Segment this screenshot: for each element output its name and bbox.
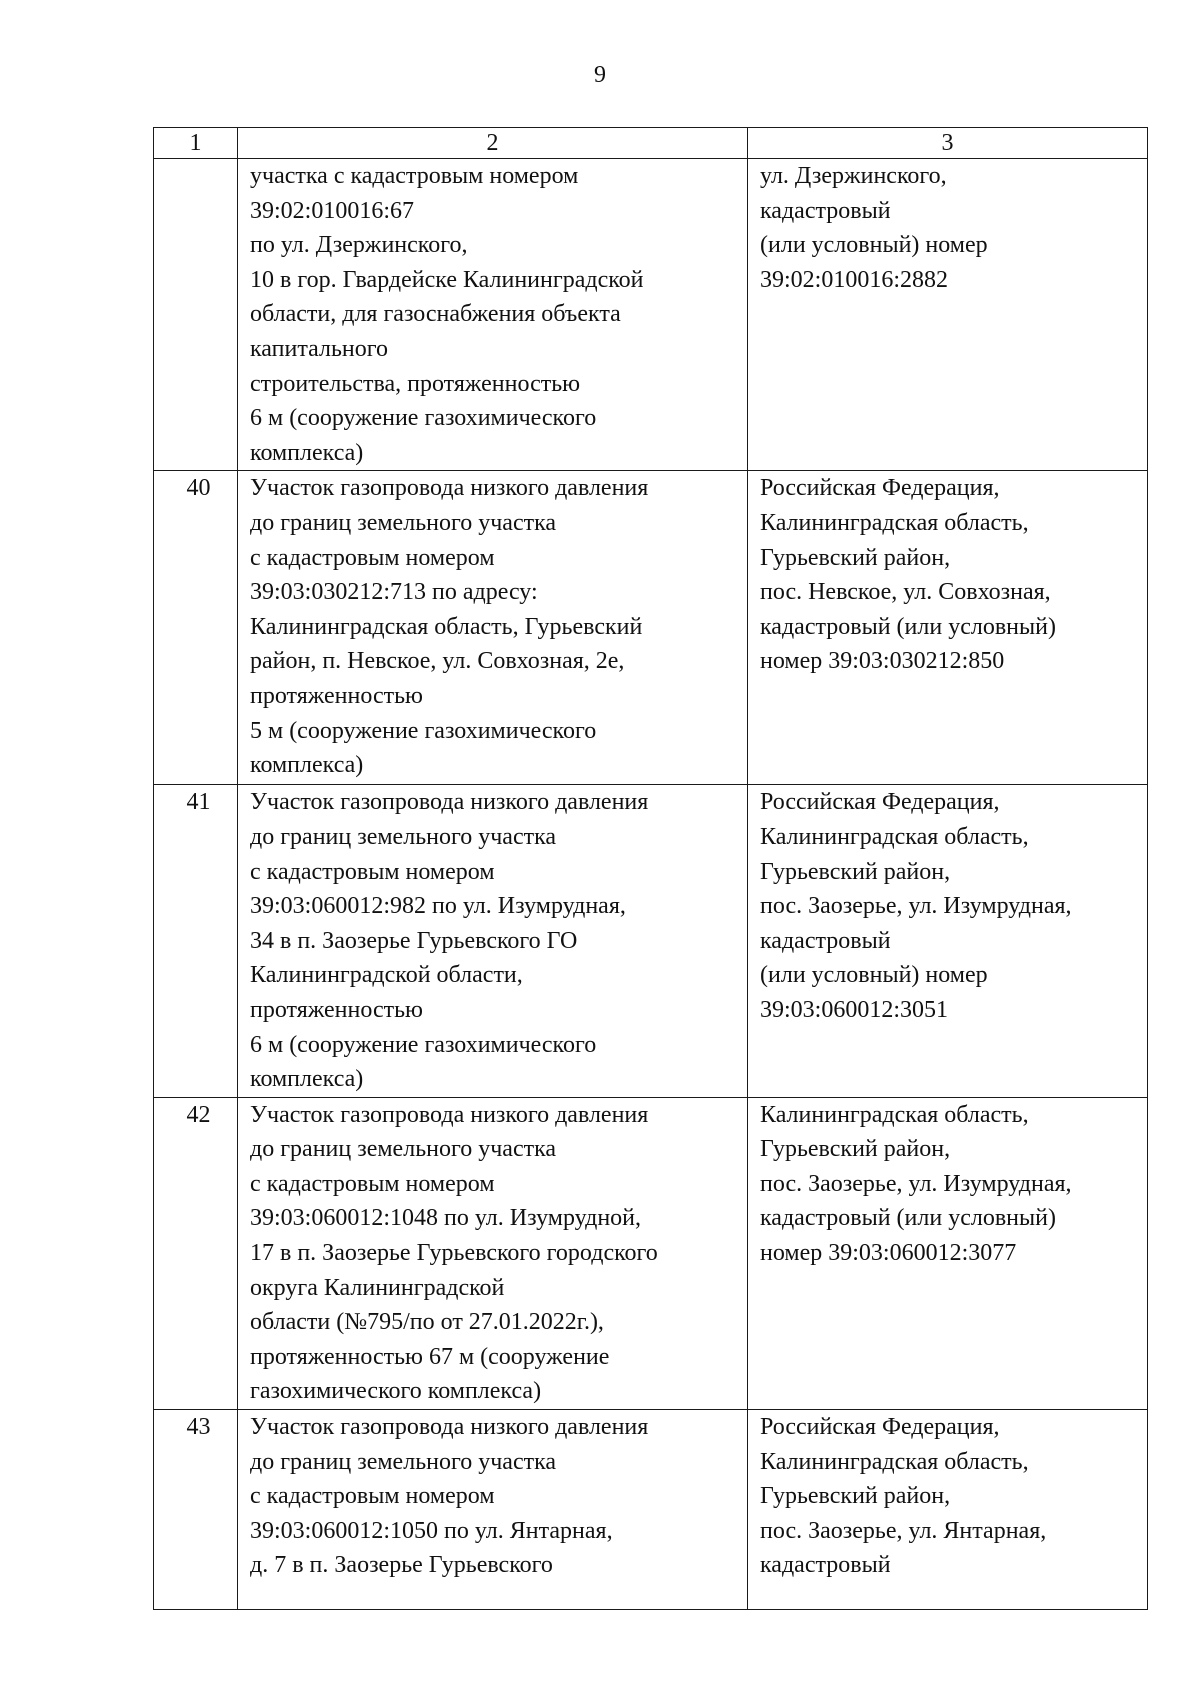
- column-header-3: 3: [748, 128, 1148, 159]
- description-line: Калининградской области,: [250, 962, 523, 989]
- description-line: комплекса): [250, 439, 364, 466]
- location-line: Гурьевский район,: [760, 858, 951, 885]
- location-line: пос. Невское, ул. Совхозная,: [760, 579, 1051, 606]
- page-number: 9: [594, 62, 606, 88]
- table-row: [154, 785, 1148, 1097]
- description-line: Участок газопровода низкого давления: [250, 475, 649, 502]
- location-line: Гурьевский район,: [760, 544, 951, 571]
- object-description: [238, 471, 748, 785]
- description-line: с кадастровым номером: [250, 1483, 495, 1510]
- location-line: Российская Федерация,: [760, 789, 1000, 816]
- object-location: [748, 159, 1148, 471]
- object-location: [748, 471, 1148, 785]
- location-line: пос. Заозерье, ул. Янтарная,: [760, 1517, 1047, 1544]
- description-line: 39:03:060012:982 по ул. Изумрудная,: [250, 893, 626, 920]
- location-line: Калининградская область,: [760, 823, 1029, 850]
- description-line: до границ земельного участка: [250, 823, 557, 850]
- description-line: до границ земельного участка: [250, 1136, 557, 1163]
- description-line: строительства, протяженностью: [250, 370, 581, 397]
- location-line: 39:03:060012:3051: [760, 996, 949, 1023]
- object-description: [238, 159, 748, 471]
- location-line: кадастровый: [760, 927, 891, 954]
- description-line: округа Калининградской: [250, 1274, 505, 1301]
- description-line: 6 м (сооружение газохимического: [250, 1031, 597, 1058]
- description-line: до границ земельного участка: [250, 509, 557, 536]
- description-line: капитального: [250, 335, 388, 362]
- description-line: протяженностью 67 м (сооружение: [250, 1343, 610, 1370]
- description-line: комплекса): [250, 1066, 364, 1093]
- table-row: [154, 1410, 1148, 1610]
- location-line: ул. Дзержинского,: [760, 163, 947, 189]
- object-location: [748, 1097, 1148, 1409]
- description-line: протяженностью: [250, 996, 423, 1023]
- location-line: Калининградская область,: [760, 1448, 1029, 1475]
- object-location: [748, 1410, 1148, 1610]
- description-line: до границ земельного участка: [250, 1448, 557, 1475]
- row-number: 40: [154, 471, 238, 785]
- row-number: 41: [154, 785, 238, 1097]
- location-line: Российская Федерация,: [760, 475, 1000, 502]
- description-line: участка с кадастровым номером: [250, 163, 579, 189]
- row-number: 43: [154, 1410, 238, 1610]
- location-line: пос. Заозерье, ул. Изумрудная,: [760, 1170, 1072, 1197]
- location-line: Гурьевский район,: [760, 1136, 951, 1163]
- description-line: 39:03:030212:713 по адресу:: [250, 579, 538, 606]
- description-line: Участок газопровода низкого давления: [250, 789, 649, 816]
- object-description: [238, 1410, 748, 1610]
- location-line: 39:02:010016:2882: [760, 266, 949, 293]
- table-row: [154, 159, 1148, 471]
- description-line: Калининградская область, Гурьевский: [250, 613, 643, 640]
- description-line: области (№795/по от 27.01.2022г.),: [250, 1309, 604, 1336]
- description-line: район, п. Невское, ул. Совхозная, 2е,: [250, 648, 625, 675]
- location-line: Калининградская область,: [760, 509, 1029, 536]
- description-line: Участок газопровода низкого давления: [250, 1414, 649, 1441]
- location-line: Гурьевский район,: [760, 1483, 951, 1510]
- object-location: [748, 785, 1148, 1097]
- location-line: номер 39:03:060012:3077: [760, 1240, 1017, 1267]
- description-line: комплекса): [250, 752, 364, 779]
- description-line: д. 7 в п. Заозерье Гурьевского: [250, 1552, 553, 1579]
- table-row: [154, 1097, 1148, 1409]
- column-header-1: 1: [154, 128, 238, 159]
- column-header-2: 2: [238, 128, 748, 159]
- location-line: (или условный) номер: [760, 232, 988, 259]
- description-line: 6 м (сооружение газохимического: [250, 405, 597, 432]
- location-line: кадастровый: [760, 197, 891, 224]
- description-line: с кадастровым номером: [250, 544, 495, 571]
- location-line: Калининградская область,: [760, 1101, 1029, 1128]
- description-line: 39:03:060012:1048 по ул. Изумрудной,: [250, 1205, 642, 1232]
- location-line: кадастровый (или условный): [760, 1205, 1056, 1232]
- description-line: 17 в п. Заозерье Гурьевского городского: [250, 1240, 658, 1267]
- description-line: 34 в п. Заозерье Гурьевского ГО: [250, 927, 578, 954]
- description-line: 5 м (сооружение газохимического: [250, 717, 597, 744]
- description-line: газохимического комплекса): [250, 1378, 542, 1405]
- location-line: номер 39:03:030212:850: [760, 648, 1005, 675]
- location-line: кадастровый: [760, 1552, 891, 1579]
- registry-table: [153, 127, 1148, 1610]
- row-number: [154, 159, 238, 471]
- location-line: пос. Заозерье, ул. Изумрудная,: [760, 893, 1072, 920]
- description-line: по ул. Дзержинского,: [250, 232, 468, 259]
- location-line: кадастровый (или условный): [760, 613, 1056, 640]
- table-header-row: [154, 128, 1148, 159]
- object-description: [238, 785, 748, 1097]
- description-line: 39:03:060012:1050 по ул. Янтарная,: [250, 1517, 613, 1544]
- description-line: с кадастровым номером: [250, 1170, 495, 1197]
- table-row: [154, 471, 1148, 785]
- description-line: протяженностью: [250, 682, 423, 709]
- location-line: (или условный) номер: [760, 962, 988, 989]
- row-number: 42: [154, 1097, 238, 1409]
- object-description: [238, 1097, 748, 1409]
- description-line: с кадастровым номером: [250, 858, 495, 885]
- description-line: 39:02:010016:67: [250, 197, 415, 224]
- description-line: 10 в гор. Гвардейске Калининградской: [250, 266, 644, 293]
- description-line: Участок газопровода низкого давления: [250, 1101, 649, 1128]
- location-line: Российская Федерация,: [760, 1414, 1000, 1441]
- description-line: области, для газоснабжения объекта: [250, 301, 621, 328]
